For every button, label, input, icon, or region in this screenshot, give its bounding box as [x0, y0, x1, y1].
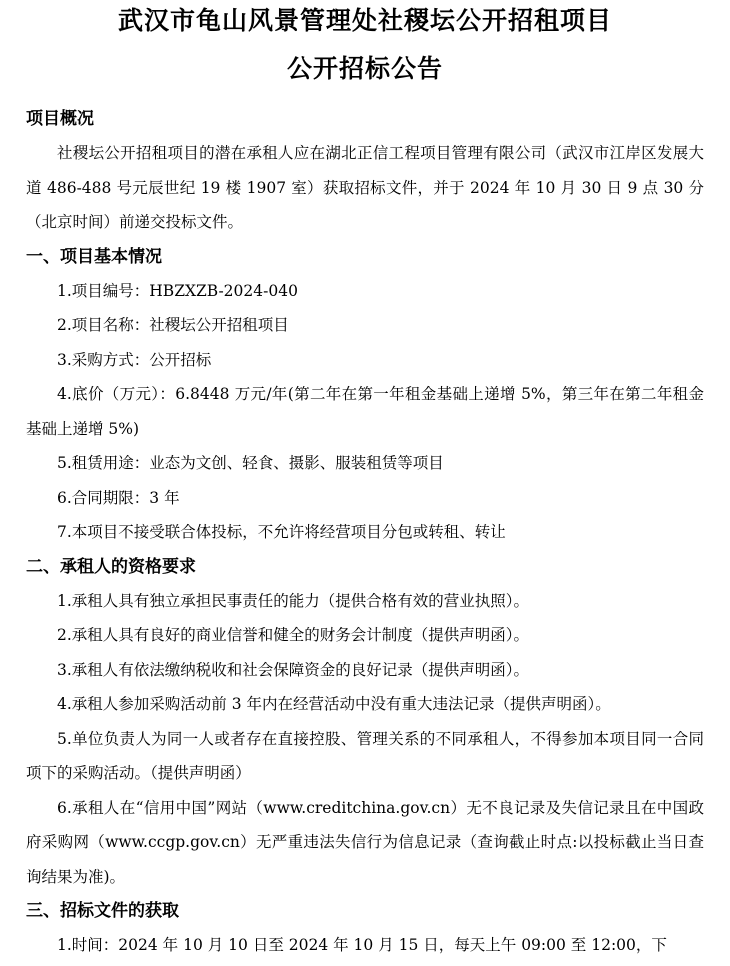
document-subtitle: 公开招标公告: [286, 54, 443, 83]
document-title: 武汉市龟山风景管理处社稷坛公开招租项目: [117, 6, 612, 35]
overview-paragraph: 社稷坛公开招租项目的潜在承租人应在湖北正信工程项目管理有限公司（武汉市江岸区发展大道 486-488 号元辰世纪 19 楼 1907 室）获取招标文件，并于 2024 年 10 月 30 日 9 点 30 分（北京时间）前递交投标文件。: [26, 144, 704, 231]
basic-info-item: 6.合同期限：3 年: [57, 488, 180, 507]
qualification-item: 3.承租人有依法缴纳税收和社会保障资金的良好记录（提供声明函）。: [57, 660, 530, 679]
basic-info-item: 3.采购方式：公开招标: [57, 350, 212, 369]
basic-info-item: 4.底价（万元）：6.8448 万元/年(第二年在第一年租金基础上递增 5%，第三年在第二年租金基础上递增 5%): [26, 385, 704, 438]
basic-info-item: 7.本项目不接受联合体投标，不允许将经营项目分包或转租、转让: [57, 523, 506, 541]
section-basic-info-heading: 一、项目基本情况: [26, 246, 162, 267]
overview-heading: 项目概况: [26, 109, 94, 129]
qualification-item: 5.单位负责人为同一人或者存在直接控股、管理关系的不同承租人，不得参加本项目同一合同项下的采购活动。（提供声明函）: [26, 729, 704, 782]
qualification-item: 1.承租人具有独立承担民事责任的能力（提供合格有效的营业执照）。: [57, 591, 530, 610]
qualification-item: 6.承租人在“信用中国”网站（www.creditchina.gov.cn）无不良记录及失信记录且在中国政府采购网（www.ccgp.gov.cn）无严重违法失信行为信息记录（查询截止时点:以投标截止当日查询结果为准)。: [26, 798, 704, 886]
qualification-item: 2.承租人具有良好的商业信誉和健全的财务会计制度（提供声明函）。: [57, 626, 530, 644]
basic-info-item: 5.租赁用途：业态为文创、轻食、摄影、服装租赁等项目: [57, 454, 444, 472]
basic-info-item: 1.项目编号：HBZXZB-2024-040: [57, 281, 298, 300]
section-document-acquisition-heading: 三、招标文件的获取: [26, 901, 179, 921]
basic-info-item: 2.项目名称：社稷坛公开招租项目: [57, 316, 289, 334]
acquisition-item: 1.时间：2024 年 10 月 10 日至 2024 年 10 月 15 日，每天上午 09:00 至 12:00，下: [57, 936, 667, 954]
section-qualification-heading: 二、承租人的资格要求: [26, 556, 196, 577]
qualification-item: 4.承租人参加采购活动前 3 年内在经营活动中没有重大违法记录（提供声明函）。: [57, 695, 611, 713]
